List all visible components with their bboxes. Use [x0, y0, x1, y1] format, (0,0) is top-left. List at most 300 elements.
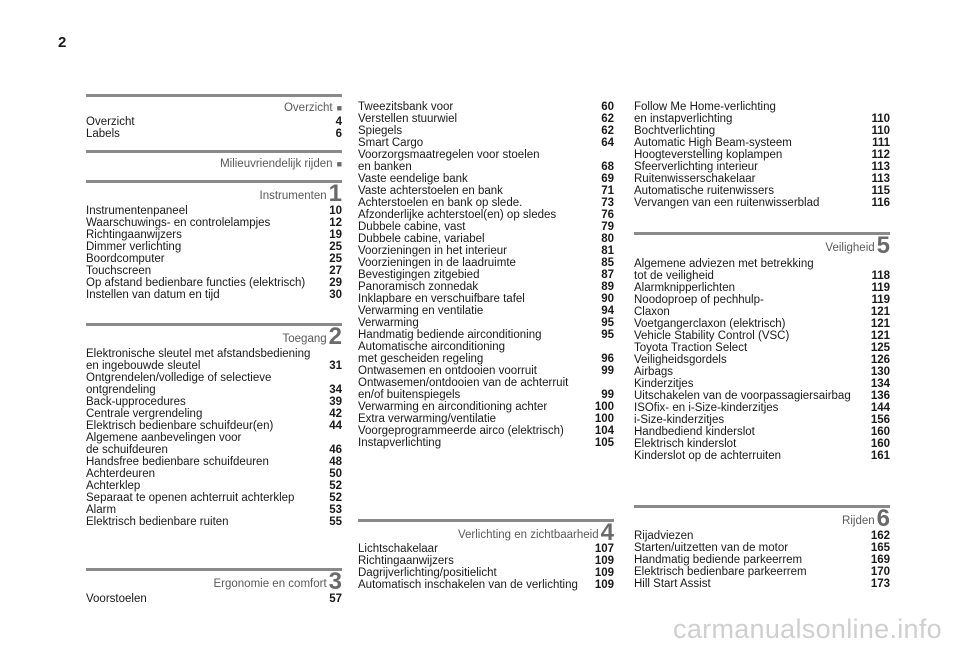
toc-entry[interactable]: [86, 229, 342, 241]
toc-entry[interactable]: [634, 330, 890, 342]
toc-entry-page: 6: [335, 128, 342, 140]
toc-entry-label: Achterklep: [86, 480, 141, 492]
toc-entry[interactable]: [358, 125, 614, 137]
toc-entry[interactable]: [634, 197, 890, 209]
toc-entry-page: 34: [329, 384, 342, 396]
toc-entry[interactable]: [634, 282, 890, 294]
toc-entry-label: Achterstoelen en bank op slede.: [358, 197, 523, 209]
toc-entry-label: Elektrisch bedienbare schuifdeur(en): [86, 420, 274, 432]
toc-entry[interactable]: [358, 269, 614, 281]
toc-entry[interactable]: [86, 432, 342, 444]
toc-entry-label: Follow Me Home-verlichting: [634, 101, 776, 113]
toc-entry-page: 85: [601, 257, 614, 269]
toc-entry[interactable]: [358, 221, 614, 233]
toc-entry-page: 109: [594, 579, 614, 591]
toc-entry[interactable]: [86, 128, 342, 140]
toc-entry[interactable]: [358, 185, 614, 197]
toc-entry-page: 99: [601, 389, 614, 401]
entries-rijden: [634, 530, 890, 590]
toc-entry[interactable]: [86, 456, 342, 468]
toc-entry[interactable]: [358, 437, 614, 449]
toc-entry-label: Automatische airconditioning: [358, 341, 506, 353]
toc-entry-page: 160: [870, 426, 890, 438]
toc-entry[interactable]: [358, 365, 614, 377]
toc-entry[interactable]: [86, 372, 342, 384]
toc-entry-page: 68: [601, 161, 614, 173]
square-bullet-icon: ■: [336, 159, 342, 169]
toc-entry-page: 80: [601, 233, 614, 245]
toc-entry-page: 121: [870, 306, 890, 318]
toc-entry-label: Inklapbare en verschuifbare tafel: [358, 293, 525, 305]
toc-entry[interactable]: [634, 530, 890, 542]
toc-entry-label: Starten/uitzetten van de motor: [634, 542, 789, 554]
toc-entry-label: Claxon: [634, 306, 670, 318]
toc-entry-label: Alarmknipperlichten: [634, 282, 735, 294]
toc-entry-label: Voorzorgsmaatregelen voor stoelen: [358, 149, 540, 161]
toc-entry-label: Voorstoelen: [86, 593, 147, 605]
toc-entry-label: Kinderslot op de achterruiten: [634, 450, 782, 462]
toc-entry-label: Rijadviezen: [634, 530, 694, 542]
toc-entry-page: 96: [601, 353, 614, 365]
toc-entry-page: 90: [601, 293, 614, 305]
entries-verlichting: [358, 543, 614, 591]
toc-entry-page: 73: [601, 197, 614, 209]
toc-entry-page: 42: [329, 408, 342, 420]
section-title: Veiligheid: [825, 242, 875, 254]
toc-entry[interactable]: [358, 389, 614, 401]
toc-entry-page: 173: [870, 578, 890, 590]
toc-entry-page: 109: [594, 567, 614, 579]
toc-entry[interactable]: [86, 396, 342, 408]
toc-entry-label: Handsfree bedienbare schuifdeuren: [86, 456, 269, 468]
toc-entry[interactable]: [86, 205, 342, 217]
toc-entry-label: Touchscreen: [86, 265, 152, 277]
section-header-toegang[interactable]: [86, 323, 342, 350]
toc-entry-label: ontgrendeling: [86, 384, 156, 396]
toc-entry-label: Ontwasemen/ontdooien van de achterruit: [358, 377, 569, 389]
toc-entry-page: 110: [871, 125, 890, 137]
toc-entry[interactable]: [634, 149, 890, 161]
toc-entry-label: Vehicle Stability Control (VSC): [634, 330, 790, 342]
toc-entry-label: Bochtverlichting: [634, 125, 716, 137]
toc-entry-label: Lichtschakelaar: [358, 543, 438, 555]
toc-entry-page: 52: [329, 492, 342, 504]
toc-entry[interactable]: [358, 401, 614, 413]
toc-entry-page: 48: [329, 456, 342, 468]
toc-entry-label: Verwarming en ventilatie: [358, 305, 484, 317]
toc-entry-label: en banken: [358, 161, 412, 173]
section-rule: [86, 94, 342, 97]
toc-entry-label: Noodoproep of pechhulp-: [634, 294, 764, 306]
toc-entry-label: Airbags: [634, 366, 673, 378]
toc-entry-page: 113: [871, 161, 890, 173]
toc-entry[interactable]: [86, 593, 342, 605]
toc-entry-label: Algemene aanbevelingen voor: [86, 432, 242, 444]
toc-entry-page: 31: [329, 360, 342, 372]
toc-entry-label: Afzonderlijke achterstoel(en) op sledes: [358, 209, 557, 221]
toc-entry-label: Verstellen stuurwiel: [358, 113, 458, 125]
toc-entry[interactable]: [358, 543, 614, 555]
toc-entry-page: 165: [870, 542, 890, 554]
toc-entry-label: ISOfix- en i-Size-kinderzitjes: [634, 402, 779, 414]
toc-entry-label: Voetgangerclaxon (elektrisch): [634, 318, 786, 330]
toc-entry-page: 60: [601, 101, 614, 113]
toc-entry[interactable]: [634, 101, 890, 113]
toc-entry-label: Ontgrendelen/volledige of selectieve: [86, 372, 272, 384]
toc-entry[interactable]: [358, 149, 614, 161]
toc-entry[interactable]: [358, 137, 614, 149]
toc-entry-page: 79: [601, 221, 614, 233]
toc-entry-page: 29: [329, 277, 342, 289]
toc-entry[interactable]: [634, 390, 890, 402]
toc-entry[interactable]: [86, 444, 342, 456]
toc-entry-page: 94: [601, 305, 614, 317]
toc-entry[interactable]: [358, 257, 614, 269]
toc-entry-page: 89: [601, 281, 614, 293]
toc-entry-page: 10: [329, 205, 342, 217]
toc-entry-page: 134: [870, 378, 890, 390]
toc-entry-page: 119: [871, 294, 890, 306]
toc-entry-label: de schuifdeuren: [86, 444, 168, 456]
page-number: 2: [58, 34, 67, 51]
toc-entry[interactable]: [634, 294, 890, 306]
toc-entry[interactable]: [634, 554, 890, 566]
toc-entry[interactable]: [86, 492, 342, 504]
toc-entry[interactable]: [634, 318, 890, 330]
toc-entry[interactable]: [634, 414, 890, 426]
toc-entry-label: Handmatig bediende parkeerrem: [634, 554, 803, 566]
toc-entry-label: Dubbele cabine, variabel: [358, 233, 485, 245]
toc-entry[interactable]: [358, 197, 614, 209]
toc-entry-page: 100: [594, 413, 614, 425]
toc-entry[interactable]: [86, 289, 342, 301]
toc-entry-page: 76: [601, 209, 614, 221]
toc-entry-label: Extra verwarming/ventilatie: [358, 413, 497, 425]
toc-entry-page: 12: [329, 217, 342, 229]
section-header-overzicht[interactable]: [86, 94, 342, 114]
toc-entry[interactable]: [634, 354, 890, 366]
toc-entry-page: 44: [329, 420, 342, 432]
toc-entry-page: 121: [870, 330, 890, 342]
section-number: 2: [328, 323, 342, 350]
section-number: 5: [876, 232, 890, 259]
toc-entry-label: Back-upprocedures: [86, 396, 186, 408]
toc-entry[interactable]: [86, 408, 342, 420]
toc-entry[interactable]: [634, 270, 890, 282]
toc-entry-label: Elektrisch kinderslot: [634, 438, 737, 450]
toc-entry-label: Voorzieningen in het interieur: [358, 245, 507, 257]
toc-entry-label: Elektronische sleutel met afstandsbediening: [86, 348, 311, 360]
section-number: 4: [600, 519, 614, 546]
section-rule: [634, 505, 890, 508]
toc-entry-label: Elektrisch bedienbare parkeerrem: [634, 566, 807, 578]
toc-entry[interactable]: [634, 161, 890, 173]
toc-entry[interactable]: [86, 360, 342, 372]
toc-entry[interactable]: [358, 377, 614, 389]
toc-entry[interactable]: [634, 306, 890, 318]
toc-entry[interactable]: [86, 516, 342, 528]
toc-entry[interactable]: [86, 480, 342, 492]
section-header-instrumenten[interactable]: [86, 180, 342, 207]
toc-entry-label: Op afstand bedienbare functies (elektrisch): [86, 277, 306, 289]
toc-entry-label: Instapverlichting: [358, 437, 442, 449]
section-rule: [634, 232, 890, 235]
toc-entry[interactable]: [86, 504, 342, 516]
toc-entry[interactable]: [86, 253, 342, 265]
toc-entry-page: 53: [329, 504, 342, 516]
section-number: 1: [328, 180, 342, 207]
toc-entry[interactable]: [358, 317, 614, 329]
toc-entry[interactable]: [634, 542, 890, 554]
toc-entry[interactable]: [86, 265, 342, 277]
toc-entry-page: 170: [870, 566, 890, 578]
section-number: 3: [328, 568, 342, 595]
toc-entry-page: 118: [871, 270, 890, 282]
section-title: Instrumenten: [259, 190, 327, 202]
toc-entry[interactable]: [634, 342, 890, 354]
toc-entry-label: Sfeerverlichting interieur: [634, 161, 759, 173]
toc-entry-label: Automatische ruitenwissers: [634, 185, 774, 197]
toc-entry-label: Ruitenwisserschakelaar: [634, 173, 756, 185]
toc-entry-label: tot de veiligheid: [634, 270, 714, 282]
toc-entry-page: 130: [870, 366, 890, 378]
toc-entry-page: 119: [871, 282, 890, 294]
toc-entry[interactable]: [634, 173, 890, 185]
toc-entry[interactable]: [358, 101, 614, 113]
entries-instrumenten: [86, 205, 342, 301]
toc-entry-label: i-Size-kinderzitjes: [634, 414, 725, 426]
toc-entry-page: 109: [594, 555, 614, 567]
toc-entry[interactable]: [634, 125, 890, 137]
section-title: Milieuvriendelijk rijden: [220, 158, 333, 170]
toc-entry-page: 104: [594, 425, 614, 437]
toc-entry-label: Achterdeuren: [86, 468, 156, 480]
toc-entry-label: Automatisch inschakelen van de verlichting: [358, 579, 578, 591]
toc-entry-label: Toyota Traction Select: [634, 342, 748, 354]
toc-entry[interactable]: [634, 578, 890, 590]
toc-entry-page: 115: [871, 185, 890, 197]
toc-entry-page: 95: [601, 329, 614, 341]
entries-toegang: [86, 348, 342, 528]
section-rule: [86, 323, 342, 326]
toc-entry-label: Alarm: [86, 504, 117, 516]
toc-entry-page: 144: [870, 402, 890, 414]
toc-entry[interactable]: [634, 258, 890, 270]
toc-entry[interactable]: [86, 384, 342, 396]
section-title: Rijden: [842, 515, 875, 527]
toc-entry-page: 81: [601, 245, 614, 257]
toc-entry[interactable]: [86, 420, 342, 432]
toc-entry-page: 162: [870, 530, 890, 542]
toc-entry[interactable]: [86, 241, 342, 253]
toc-entry-label: Uitschakelen van de voorpassagiersairbag: [634, 390, 851, 402]
toc-entry-page: 136: [870, 390, 890, 402]
toc-entry[interactable]: [634, 438, 890, 450]
toc-entry-page: 30: [329, 289, 342, 301]
toc-entry-page: 116: [871, 197, 890, 209]
section-header-veiligheid[interactable]: [634, 232, 890, 259]
toc-entry-label: Dimmer verlichting: [86, 241, 182, 253]
entries-verlichting-continued: [634, 101, 890, 209]
toc-entry-page: 169: [870, 554, 890, 566]
toc-entry-page: 125: [870, 342, 890, 354]
toc-entry-label: Richtingaanwijzers: [86, 229, 182, 241]
toc-entry[interactable]: [634, 566, 890, 578]
toc-entry-page: 107: [594, 543, 614, 555]
toc-entry[interactable]: [634, 366, 890, 378]
section-rule: [86, 180, 342, 183]
square-bullet-icon: ■: [336, 103, 342, 113]
toc-entry[interactable]: [86, 277, 342, 289]
toc-entry[interactable]: [634, 137, 890, 149]
toc-entry-label: Handmatig bediende airconditioning: [358, 329, 542, 341]
toc-entry[interactable]: [358, 353, 614, 365]
toc-entry-label: Dubbele cabine, vast: [358, 221, 466, 233]
toc-entry[interactable]: [358, 329, 614, 341]
toc-entry-page: 55: [329, 516, 342, 528]
toc-entry-page: 50: [329, 468, 342, 480]
toc-entry-label: Elektrisch bedienbare ruiten: [86, 516, 229, 528]
toc-entry-page: 57: [329, 593, 342, 605]
toc-entry-label: Spiegels: [358, 125, 403, 137]
toc-entry-page: 25: [329, 253, 342, 265]
toc-entry[interactable]: [86, 468, 342, 480]
toc-entry-label: Verwarming: [358, 317, 419, 329]
toc-entry-label: Dagrijverlichting/positielicht: [358, 567, 497, 579]
toc-entry-label: Vaste eendelige bank: [358, 173, 468, 185]
section-rule: [86, 568, 342, 571]
toc-entry-label: en/of buitenspiegels: [358, 389, 461, 401]
toc-entry[interactable]: [634, 185, 890, 197]
toc-entry[interactable]: [358, 425, 614, 437]
toc-entry[interactable]: [634, 426, 890, 438]
toc-entry[interactable]: [358, 555, 614, 567]
toc-entry[interactable]: [358, 161, 614, 173]
toc-entry-label: Algemene adviezen met betrekking: [634, 258, 814, 270]
toc-entry[interactable]: [358, 209, 614, 221]
toc-entry-label: Voorgeprogrammeerde airco (elektrisch): [358, 425, 564, 437]
toc-entry[interactable]: [358, 305, 614, 317]
toc-entry-label: Handbediend kinderslot: [634, 426, 755, 438]
toc-entry-label: Verwarming en airconditioning achter: [358, 401, 548, 413]
toc-entry-label: en ingebouwde sleutel: [86, 360, 201, 372]
toc-entry[interactable]: [358, 413, 614, 425]
toc-entry-label: Smart Cargo: [358, 137, 424, 149]
toc-entry[interactable]: [358, 245, 614, 257]
toc-entry[interactable]: [358, 173, 614, 185]
toc-entry-page: 105: [594, 437, 614, 449]
toc-entry-label: Vervangen van een ruitenwisserblad: [634, 197, 820, 209]
toc-entry[interactable]: [86, 348, 342, 360]
toc-entry-page: 95: [601, 317, 614, 329]
toc-entry-page: 156: [870, 414, 890, 426]
toc-entry[interactable]: [86, 217, 342, 229]
entries-ergonomie: [86, 593, 342, 605]
section-header-milieu[interactable]: [86, 150, 342, 170]
section-header-verlichting[interactable]: [358, 519, 614, 546]
toc-entry-label: Hoogteverstelling koplampen: [634, 149, 783, 161]
section-title: Verlichting en zichtbaarheid: [457, 529, 599, 541]
toc-entry-page: 110: [871, 113, 890, 125]
toc-entry-label: Centrale vergrendeling: [86, 408, 203, 420]
section-rule: [86, 150, 342, 153]
toc-entry-label: Automatic High Beam-systeem: [634, 137, 792, 149]
toc-entry[interactable]: [358, 341, 614, 353]
toc-entry[interactable]: [634, 378, 890, 390]
toc-entry-page: 19: [329, 229, 342, 241]
toc-entry-label: Kinderzitjes: [634, 378, 694, 390]
section-header-ergonomie[interactable]: [86, 568, 342, 595]
toc-entry-page: 27: [329, 265, 342, 277]
toc-entry-label: Separaat te openen achterruit achterklep: [86, 492, 295, 504]
section-title: Overzicht: [283, 102, 333, 114]
toc-entry-page: 100: [594, 401, 614, 413]
toc-entry-page: 64: [601, 137, 614, 149]
entries-veiligheid: [634, 258, 890, 462]
toc-entry-page: 111: [872, 137, 890, 149]
entries-ergonomie-continued: [358, 101, 614, 449]
toc-entry-page: 46: [329, 444, 342, 456]
toc-entry-page: 161: [870, 450, 890, 462]
toc-entry-page: 113: [871, 173, 890, 185]
toc-entry[interactable]: [634, 450, 890, 462]
toc-entry-label: Labels: [86, 128, 120, 140]
toc-entry-page: 39: [329, 396, 342, 408]
toc-entry-page: 62: [601, 125, 614, 137]
toc-entry[interactable]: [358, 567, 614, 579]
toc-entry-page: 112: [871, 149, 890, 161]
toc-entry[interactable]: [634, 113, 890, 125]
toc-entry-label: Vaste achterstoelen en bank: [358, 185, 503, 197]
toc-entry-label: Veiligheidsgordels: [634, 354, 727, 366]
toc-entry-label: Instellen van datum en tijd: [86, 289, 220, 301]
section-number: 6: [876, 505, 890, 532]
toc-entry-label: Ontwasemen en ontdooien voorruit: [358, 365, 537, 377]
toc-entry-page: 62: [601, 113, 614, 125]
section-header-rijden[interactable]: [634, 505, 890, 532]
toc-entry-label: Tweezitsbank voor: [358, 101, 454, 113]
toc-entry-page: 69: [601, 173, 614, 185]
toc-entry-label: Bevestigingen zitgebied: [358, 269, 480, 281]
toc-entry[interactable]: [358, 233, 614, 245]
toc-entry-page: 4: [335, 116, 342, 128]
toc-entry-page: 121: [870, 318, 890, 330]
toc-entry[interactable]: [634, 402, 890, 414]
toc-entry-label: Boordcomputer: [86, 253, 165, 265]
toc-entry-label: Hill Start Assist: [634, 578, 711, 590]
toc-entry-label: Voorzieningen in de laadruimte: [358, 257, 516, 269]
toc-entry-label: en instapverlichting: [634, 113, 733, 125]
toc-entry[interactable]: [86, 116, 342, 128]
toc-entry-page: 71: [601, 185, 614, 197]
toc-entry-label: Panoramisch zonnedak: [358, 281, 479, 293]
toc-entry[interactable]: [358, 113, 614, 125]
toc-entry[interactable]: [358, 281, 614, 293]
toc-entry-page: 160: [870, 438, 890, 450]
toc-entry-label: met gescheiden regeling: [358, 353, 484, 365]
section-rule: [358, 519, 614, 522]
section-title: Toegang: [282, 333, 327, 345]
toc-entry[interactable]: [358, 293, 614, 305]
toc-entry-label: Overzicht: [86, 116, 135, 128]
toc-entry-label: Richtingaanwijzers: [358, 555, 454, 567]
toc-entry-page: 126: [870, 354, 890, 366]
toc-entry-page: 87: [601, 269, 614, 281]
watermark: carmanualsonline.info: [673, 614, 942, 644]
toc-entry-label: Instrumentenpaneel: [86, 205, 188, 217]
section-title: Ergonomie en comfort: [213, 578, 327, 590]
toc-entry[interactable]: [358, 579, 614, 591]
